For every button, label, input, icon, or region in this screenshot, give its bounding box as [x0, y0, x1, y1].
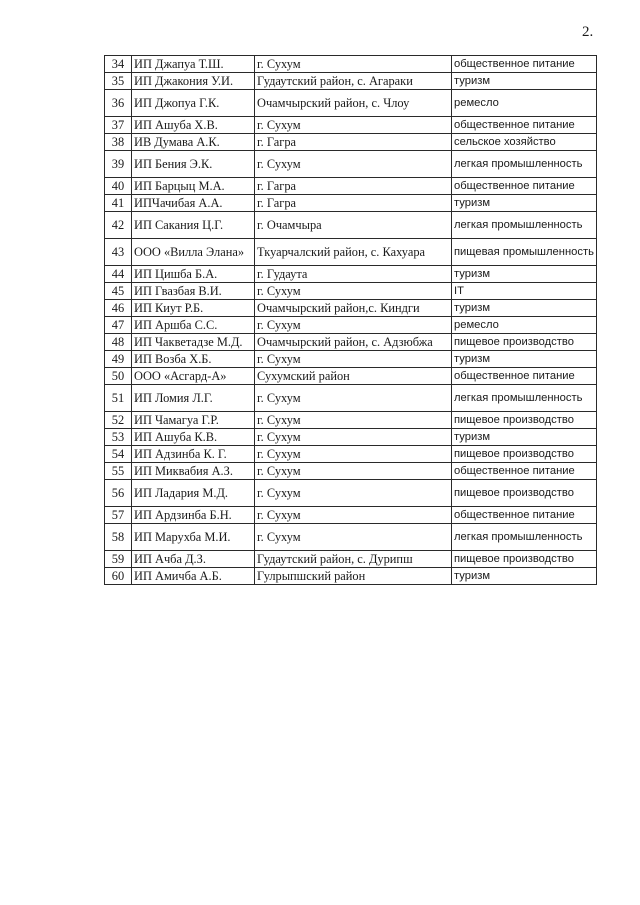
- table-row: [105, 300, 597, 317]
- entrepreneur-table: [104, 55, 597, 585]
- entity-name-cell: ИП Барцыц М.А.: [132, 178, 255, 195]
- location-cell: г. Сухум: [255, 117, 452, 134]
- activity-cell: ремесло: [452, 317, 597, 334]
- activity-cell: сельское хозяйство: [452, 134, 597, 151]
- row-number-cell: 57: [105, 507, 132, 524]
- row-number-cell: 43: [105, 239, 132, 266]
- table-row: [105, 73, 597, 90]
- entity-name-cell: ИП Марухба М.И.: [132, 524, 255, 551]
- location-cell: г. Сухум: [255, 56, 452, 73]
- entity-name-cell: ИП Ашуба Х.В.: [132, 117, 255, 134]
- activity-cell: туризм: [452, 300, 597, 317]
- row-number-cell: 39: [105, 151, 132, 178]
- table-row: [105, 385, 597, 412]
- page-number: 2.: [582, 24, 594, 40]
- table-row: [105, 283, 597, 300]
- entity-name-cell: ИП Гвазбая В.И.: [132, 283, 255, 300]
- row-number-cell: 58: [105, 524, 132, 551]
- activity-cell: туризм: [452, 73, 597, 90]
- location-cell: г. Сухум: [255, 463, 452, 480]
- entity-name-cell: ИПЧачибая А.А.: [132, 195, 255, 212]
- activity-cell: пищевое производство: [452, 446, 597, 463]
- activity-cell: пищевая промышленность: [452, 239, 597, 266]
- location-cell: г. Гагра: [255, 134, 452, 151]
- table-row: [105, 429, 597, 446]
- table-body: [105, 56, 597, 585]
- activity-cell: туризм: [452, 429, 597, 446]
- location-cell: Сухумский район: [255, 368, 452, 385]
- row-number-cell: 59: [105, 551, 132, 568]
- table-row: [105, 317, 597, 334]
- table-row: [105, 480, 597, 507]
- row-number-cell: 44: [105, 266, 132, 283]
- location-cell: г. Гагра: [255, 195, 452, 212]
- location-cell: Ткуарчалский район, с. Кахуара: [255, 239, 452, 266]
- location-cell: г. Сухум: [255, 151, 452, 178]
- entity-name-cell: ИП Миквабия А.З.: [132, 463, 255, 480]
- table-row: [105, 524, 597, 551]
- activity-cell: пищевое производство: [452, 551, 597, 568]
- activity-cell: легкая промышленность: [452, 524, 597, 551]
- entity-name-cell: ИП Ломия Л.Г.: [132, 385, 255, 412]
- location-cell: г. Сухум: [255, 385, 452, 412]
- activity-cell: пищевое производство: [452, 480, 597, 507]
- table-row: [105, 195, 597, 212]
- row-number-cell: 36: [105, 90, 132, 117]
- table-row: [105, 551, 597, 568]
- entity-name-cell: ИП Джапуа Т.Ш.: [132, 56, 255, 73]
- location-cell: г. Очамчыра: [255, 212, 452, 239]
- row-number-cell: 40: [105, 178, 132, 195]
- activity-cell: легкая промышленность: [452, 151, 597, 178]
- row-number-cell: 38: [105, 134, 132, 151]
- table-row: [105, 151, 597, 178]
- entity-name-cell: ООО «Вилла Элана»: [132, 239, 255, 266]
- entity-name-cell: ИП Ачба Д.З.: [132, 551, 255, 568]
- table-row: [105, 239, 597, 266]
- table-row: [105, 568, 597, 585]
- table-row: [105, 117, 597, 134]
- row-number-cell: 55: [105, 463, 132, 480]
- row-number-cell: 49: [105, 351, 132, 368]
- entity-name-cell: ИП Сакания Ц.Г.: [132, 212, 255, 239]
- entity-name-cell: ИП Чакветадзе М.Д.: [132, 334, 255, 351]
- activity-cell: туризм: [452, 195, 597, 212]
- table-row: [105, 507, 597, 524]
- table-row: [105, 334, 597, 351]
- activity-cell: общественное питание: [452, 507, 597, 524]
- row-number-cell: 54: [105, 446, 132, 463]
- table-row: [105, 134, 597, 151]
- location-cell: г. Гагра: [255, 178, 452, 195]
- location-cell: Гудаутский район, с. Дурипш: [255, 551, 452, 568]
- entity-name-cell: ИП Ашуба К.В.: [132, 429, 255, 446]
- entity-name-cell: ИП Аршба С.С.: [132, 317, 255, 334]
- location-cell: г. Сухум: [255, 446, 452, 463]
- location-cell: г. Гудаута: [255, 266, 452, 283]
- entity-name-cell: ИП Джакония У.И.: [132, 73, 255, 90]
- entity-name-cell: ООО «Асгард-А»: [132, 368, 255, 385]
- location-cell: Гулрыпшский район: [255, 568, 452, 585]
- row-number-cell: 53: [105, 429, 132, 446]
- table-row: [105, 463, 597, 480]
- row-number-cell: 47: [105, 317, 132, 334]
- row-number-cell: 35: [105, 73, 132, 90]
- location-cell: г. Сухум: [255, 429, 452, 446]
- entity-name-cell: ИП Бения Э.К.: [132, 151, 255, 178]
- row-number-cell: 48: [105, 334, 132, 351]
- table-row: [105, 446, 597, 463]
- row-number-cell: 41: [105, 195, 132, 212]
- row-number-cell: 60: [105, 568, 132, 585]
- activity-cell: общественное питание: [452, 368, 597, 385]
- location-cell: Очамчырский район, с. Члоу: [255, 90, 452, 117]
- row-number-cell: 37: [105, 117, 132, 134]
- activity-cell: общественное питание: [452, 56, 597, 73]
- activity-cell: пищевое производство: [452, 334, 597, 351]
- entity-name-cell: ИП Чамагуа Г.Р.: [132, 412, 255, 429]
- entity-name-cell: ИП Джопуа Г.К.: [132, 90, 255, 117]
- entity-name-cell: ИП Киут Р.Б.: [132, 300, 255, 317]
- location-cell: г. Сухум: [255, 283, 452, 300]
- row-number-cell: 50: [105, 368, 132, 385]
- location-cell: Гудаутский район, с. Агараки: [255, 73, 452, 90]
- entity-name-cell: ИВ Думава А.К.: [132, 134, 255, 151]
- activity-cell: общественное питание: [452, 117, 597, 134]
- row-number-cell: 51: [105, 385, 132, 412]
- table-row: [105, 351, 597, 368]
- row-number-cell: 46: [105, 300, 132, 317]
- table-row: [105, 56, 597, 73]
- table-row: [105, 368, 597, 385]
- location-cell: г. Сухум: [255, 507, 452, 524]
- activity-cell: туризм: [452, 351, 597, 368]
- activity-cell: легкая промышленность: [452, 212, 597, 239]
- row-number-cell: 56: [105, 480, 132, 507]
- row-number-cell: 42: [105, 212, 132, 239]
- location-cell: г. Сухум: [255, 412, 452, 429]
- activity-cell: общественное питание: [452, 463, 597, 480]
- activity-cell: легкая промышленность: [452, 385, 597, 412]
- location-cell: Очамчырский район, с. Адзюбжа: [255, 334, 452, 351]
- table-row: [105, 212, 597, 239]
- activity-cell: туризм: [452, 266, 597, 283]
- row-number-cell: 45: [105, 283, 132, 300]
- activity-cell: ремесло: [452, 90, 597, 117]
- location-cell: г. Сухум: [255, 317, 452, 334]
- entity-name-cell: ИП Возба Х.Б.: [132, 351, 255, 368]
- location-cell: Очамчырский район,с. Киндги: [255, 300, 452, 317]
- activity-cell: туризм: [452, 568, 597, 585]
- location-cell: г. Сухум: [255, 351, 452, 368]
- table-row: [105, 90, 597, 117]
- entity-name-cell: ИП Ладария М.Д.: [132, 480, 255, 507]
- row-number-cell: 34: [105, 56, 132, 73]
- row-number-cell: 52: [105, 412, 132, 429]
- table-row: [105, 178, 597, 195]
- activity-cell: общественное питание: [452, 178, 597, 195]
- activity-cell: пищевое производство: [452, 412, 597, 429]
- entity-name-cell: ИП Адзинба К. Г.: [132, 446, 255, 463]
- entity-name-cell: ИП Цишба Б.А.: [132, 266, 255, 283]
- table-row: [105, 266, 597, 283]
- table-row: [105, 412, 597, 429]
- entity-name-cell: ИП Амичба А.Б.: [132, 568, 255, 585]
- entity-name-cell: ИП Ардзинба Б.Н.: [132, 507, 255, 524]
- activity-cell: IT: [452, 283, 597, 300]
- location-cell: г. Сухум: [255, 524, 452, 551]
- location-cell: г. Сухум: [255, 480, 452, 507]
